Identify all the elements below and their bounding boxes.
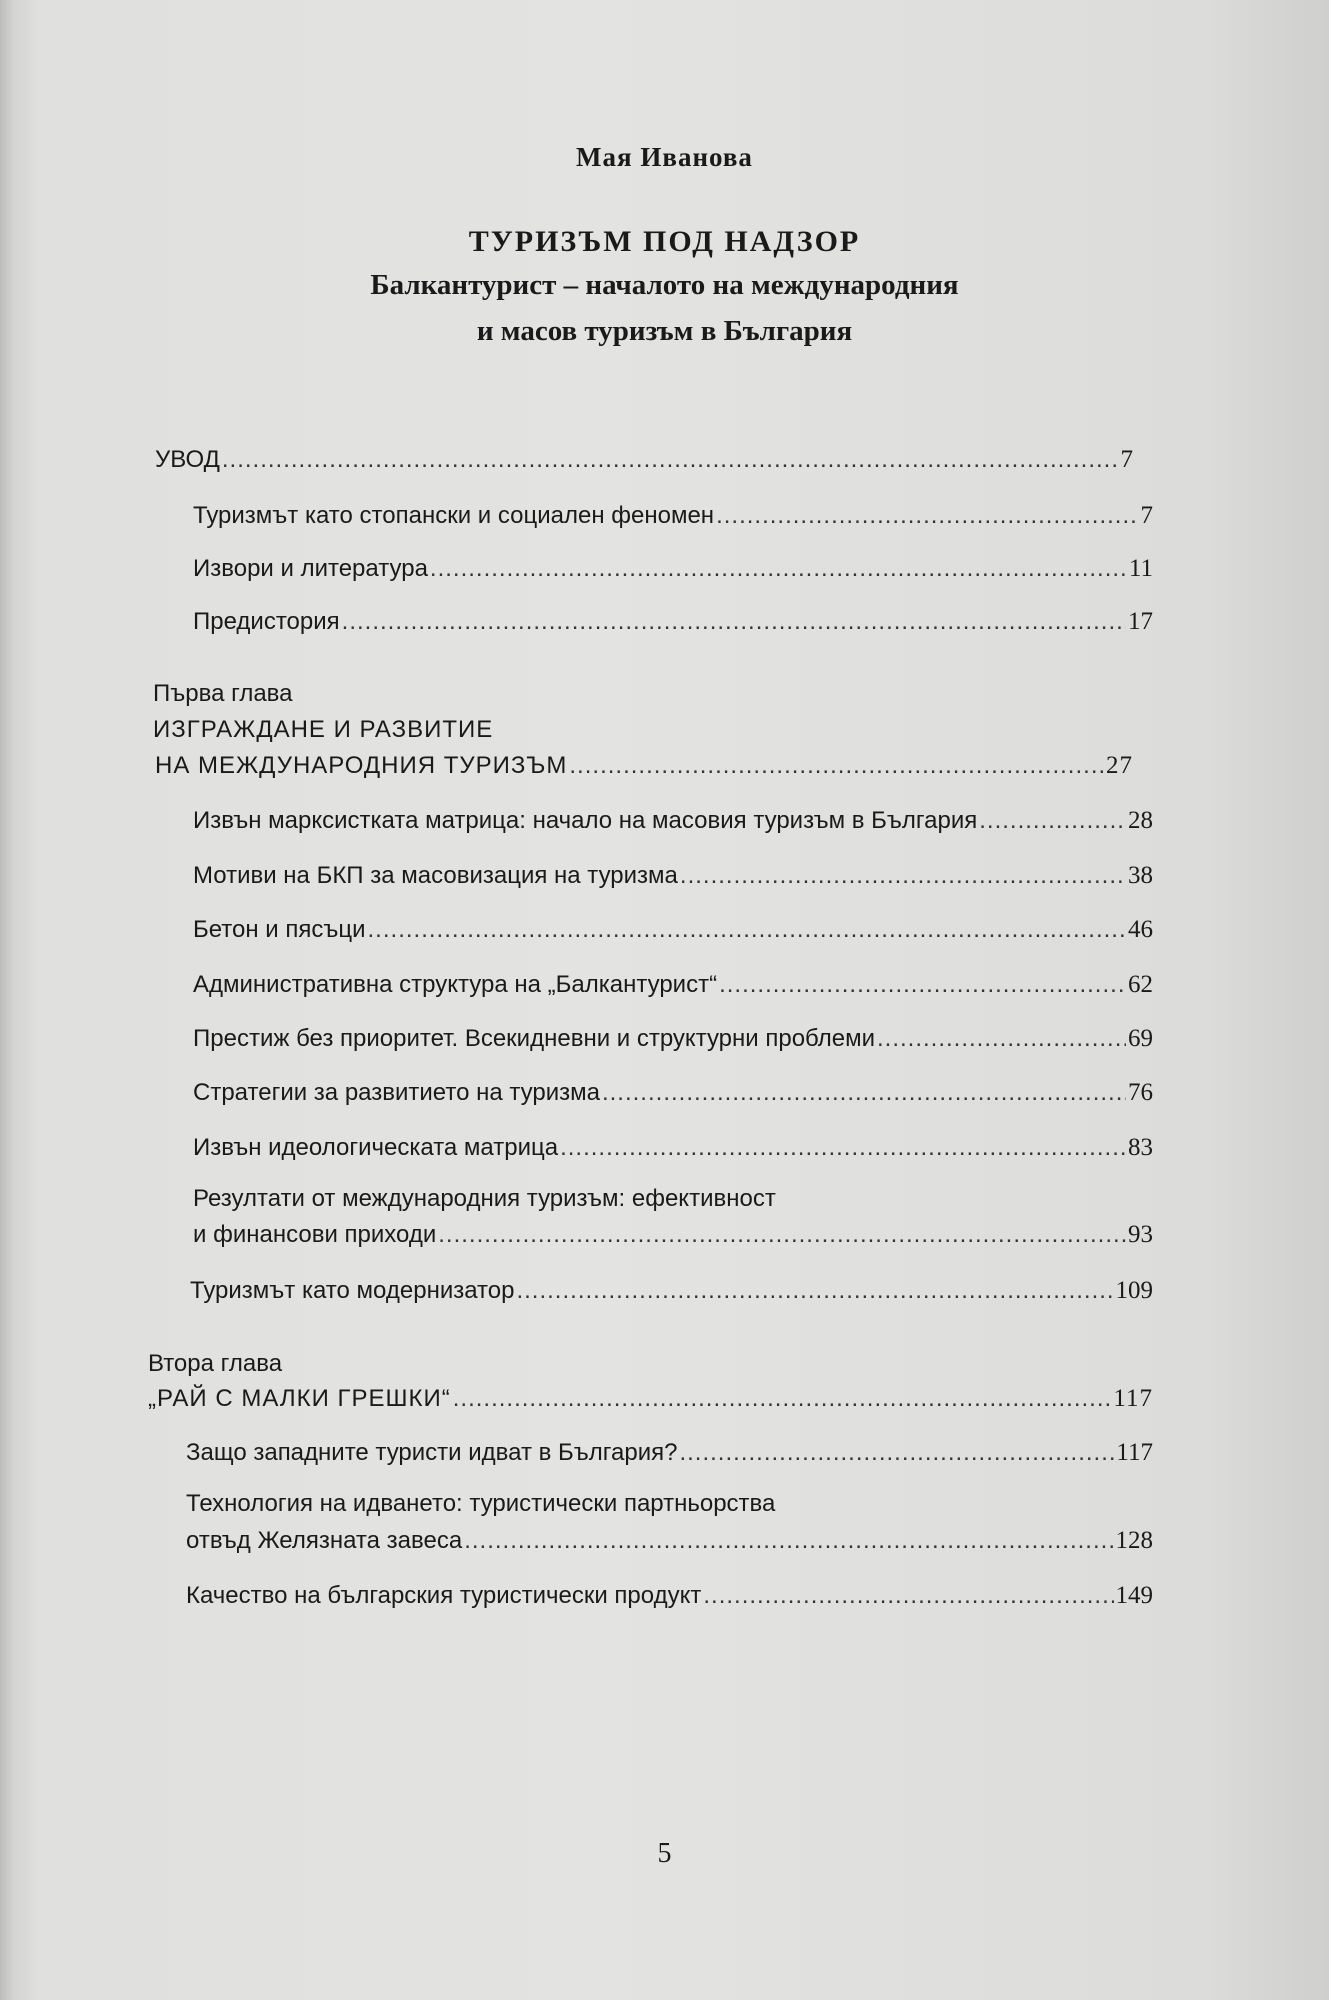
toc-entry-page: 46 xyxy=(1128,916,1153,943)
toc-entry-page: 117 xyxy=(1116,1439,1153,1466)
dot-leader xyxy=(464,1527,1113,1555)
dot-leader xyxy=(679,1439,1114,1467)
toc-entry xyxy=(193,1221,1153,1249)
dot-leader xyxy=(222,446,1119,474)
toc-entry xyxy=(186,1439,1153,1467)
dot-leader xyxy=(430,555,1127,583)
toc-entry xyxy=(193,608,1153,636)
toc-entry-label: Предистория xyxy=(193,608,340,635)
toc-entry-intro xyxy=(155,446,1133,474)
toc-entry xyxy=(193,1134,1153,1162)
toc-entry-page: 7 xyxy=(1120,446,1133,473)
toc-entry-page: 117 xyxy=(1113,1385,1153,1412)
toc-entry-label: Престиж без приоритет. Всекидневни и структурни проблеми xyxy=(193,1025,875,1052)
dot-leader xyxy=(716,502,1138,530)
toc-entry-label: Административна структура на „Балкантурист“ xyxy=(193,971,718,998)
toc-entry xyxy=(193,862,1153,890)
toc-entry-page: 69 xyxy=(1128,1025,1153,1052)
toc-entry-chapter2 xyxy=(148,1385,1153,1413)
chapter1-title-line1: ИЗГРАЖДАНЕ И РАЗВИТИЕ xyxy=(153,716,494,743)
toc-entry xyxy=(193,971,1153,999)
toc-entry-page: 17 xyxy=(1128,608,1153,635)
toc-entry-chapter1 xyxy=(155,752,1133,780)
toc-entry-page: 76 xyxy=(1128,1079,1153,1106)
toc-entry-label: Туризмът като модернизатор xyxy=(190,1277,515,1304)
toc-entry-label: Туризмът като стопански и социален феномен xyxy=(193,502,715,529)
dot-leader xyxy=(453,1385,1112,1413)
toc-entry-label: Качество на българския туристически продукт xyxy=(186,1582,702,1609)
toc-entry xyxy=(186,1582,1153,1610)
toc-entry xyxy=(193,916,1153,944)
toc-entry-label: Извън идеологическата матрица xyxy=(193,1134,559,1161)
toc-entry-label: УВОД xyxy=(155,446,220,473)
dot-leader xyxy=(979,807,1126,835)
toc-entry-label: НА МЕЖДУНАРОДНИЯ ТУРИЗЪМ xyxy=(155,752,568,779)
toc-entry-page: 28 xyxy=(1128,807,1153,834)
toc-entry-label: Извори и литература xyxy=(193,555,428,582)
toc-entry-label: Стратегии за развитието на туризма xyxy=(193,1079,600,1106)
toc-entry xyxy=(193,555,1153,583)
toc-entry-page: 93 xyxy=(1128,1221,1153,1248)
toc-entry-page: 27 xyxy=(1106,752,1133,779)
toc-entry-label: отвъд Желязната завеса xyxy=(186,1527,463,1554)
book-title: ТУРИЗЪМ ПОД НАДЗОР xyxy=(468,225,861,258)
dot-leader xyxy=(680,862,1126,890)
toc-entry xyxy=(193,807,1153,835)
dot-leader xyxy=(703,1582,1113,1610)
dot-leader xyxy=(516,1277,1113,1305)
author-name: Мая Иванова xyxy=(576,142,753,172)
toc-entry-page: 11 xyxy=(1128,555,1153,582)
toc-entry xyxy=(193,1025,1153,1053)
dot-leader xyxy=(719,971,1126,999)
dot-leader xyxy=(368,916,1126,944)
toc-entry-page: 38 xyxy=(1128,862,1153,889)
toc-entry-page: 7 xyxy=(1140,502,1153,529)
toc-entry-label: „РАЙ С МАЛКИ ГРЕШКИ“ xyxy=(148,1385,451,1412)
chapter2-kicker: Втора глава xyxy=(148,1350,283,1377)
dot-leader xyxy=(438,1221,1126,1249)
toc-entry-label: Защо западните туристи идват в България? xyxy=(186,1439,678,1466)
toc-entry xyxy=(193,502,1153,530)
dot-leader xyxy=(560,1134,1126,1162)
toc-entry-page: 149 xyxy=(1115,1582,1153,1609)
toc-entry-page: 128 xyxy=(1115,1527,1153,1554)
toc-entry-label: Мотиви на БКП за масовизация на туризма xyxy=(193,862,678,889)
dot-leader xyxy=(602,1079,1126,1107)
toc-entry-page: 83 xyxy=(1128,1134,1153,1161)
toc-entry-label: и финансови приходи xyxy=(193,1221,437,1248)
page-number: 5 xyxy=(657,1838,672,1869)
dot-leader xyxy=(569,752,1104,780)
toc-entry-label: Извън марксистката матрица: начало на масовия туризъм в България xyxy=(193,807,978,834)
toc-entry xyxy=(193,1079,1153,1107)
dot-leader xyxy=(342,608,1126,636)
book-subtitle-line1: Балкантурист – началото на международния xyxy=(370,269,959,301)
toc-entry-page: 62 xyxy=(1128,971,1153,998)
toc-entry xyxy=(186,1527,1153,1555)
toc-entry-label: Бетон и пясъци xyxy=(193,916,366,943)
chapter1-kicker: Първа глава xyxy=(153,680,293,707)
toc-entry-page: 109 xyxy=(1115,1277,1153,1304)
toc-entry-label-line1: Резултати от международния туризъм: ефективност xyxy=(193,1185,776,1212)
toc-entry-label-line1: Технология на идването: туристически партньорства xyxy=(186,1490,776,1517)
toc-entry xyxy=(190,1277,1153,1305)
book-subtitle-line2: и масов туризъм в България xyxy=(476,315,853,347)
dot-leader xyxy=(877,1025,1126,1053)
